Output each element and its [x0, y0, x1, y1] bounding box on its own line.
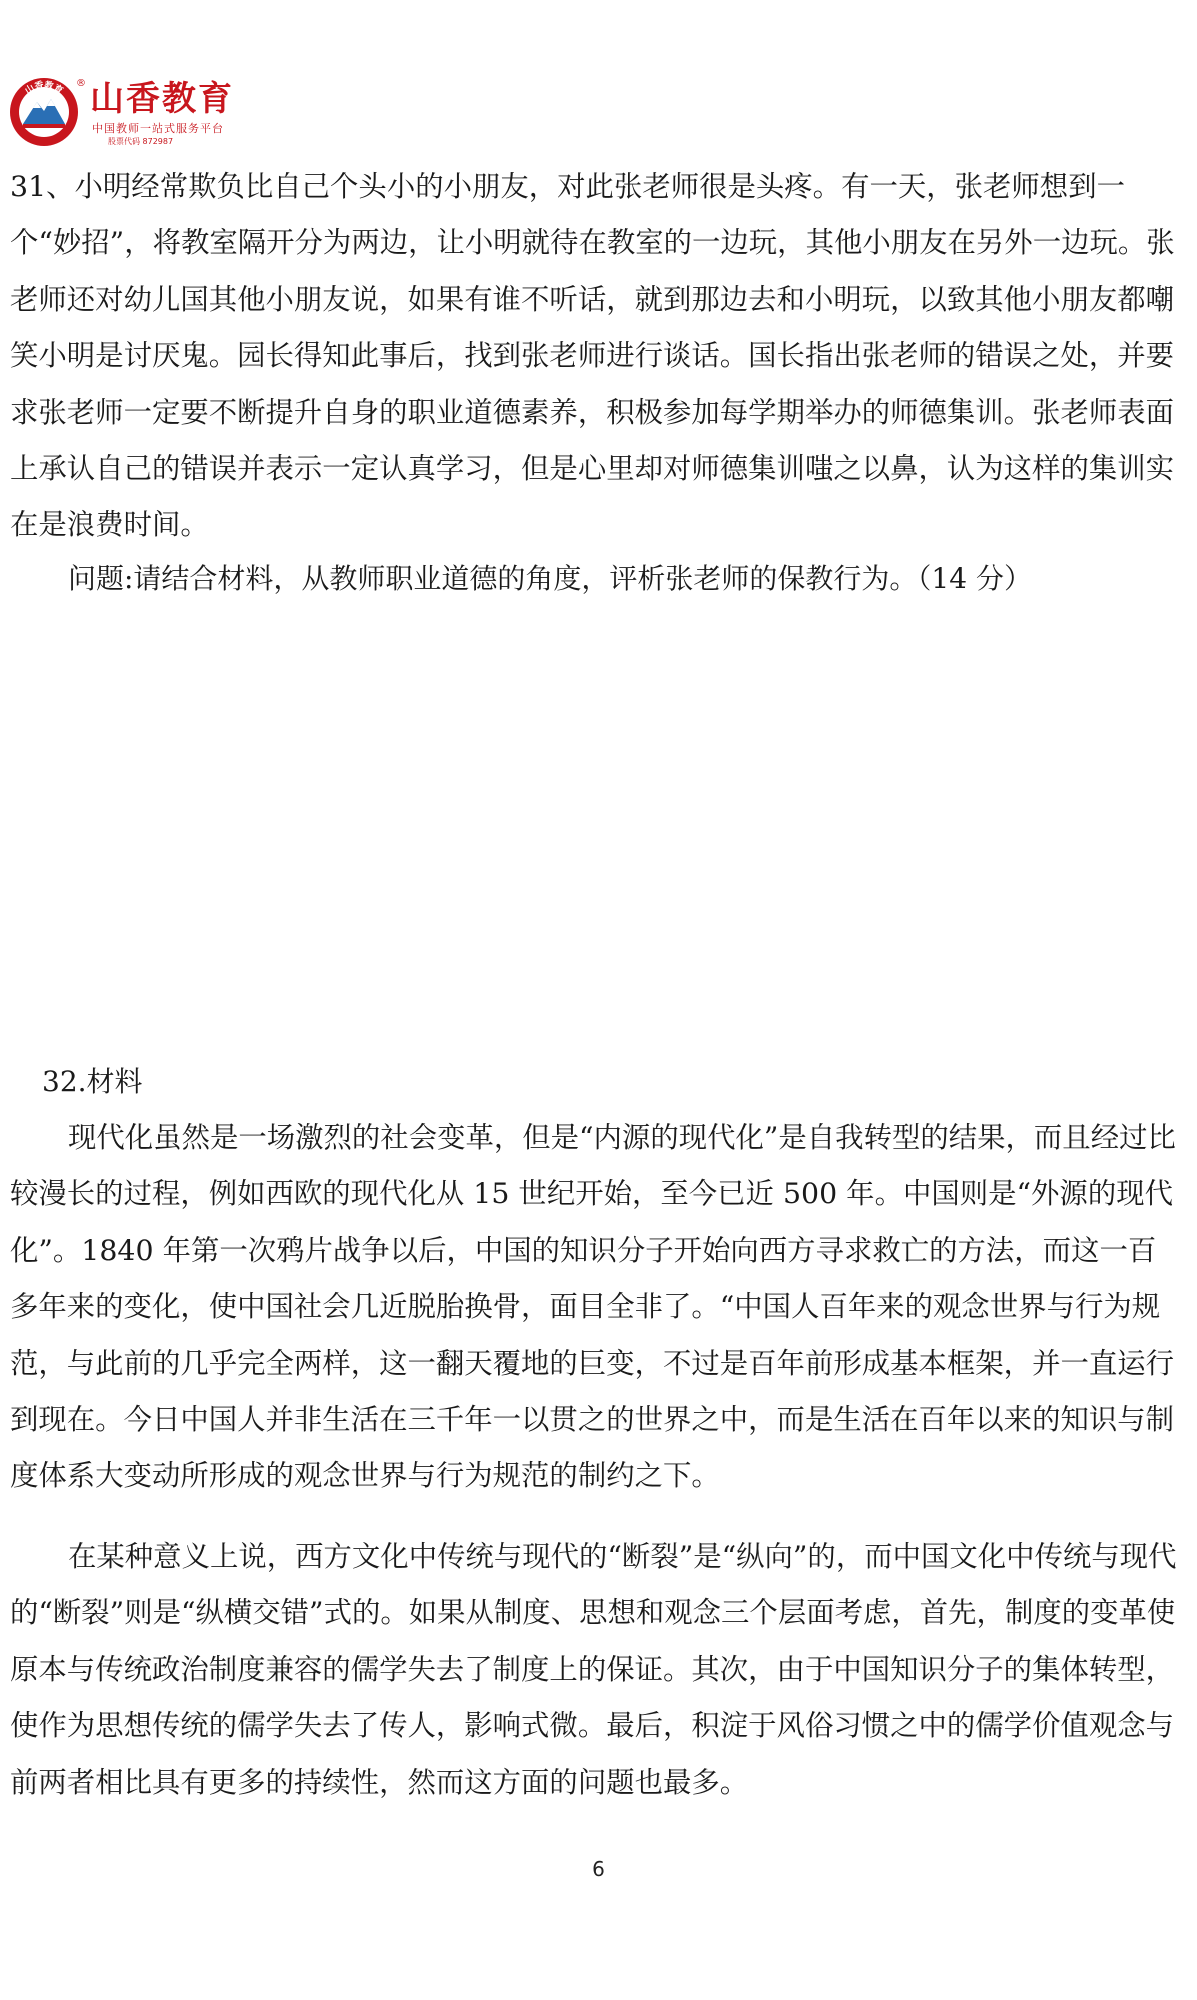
brand-name: 山香教育	[90, 79, 234, 119]
badge-text: 山香教育	[23, 80, 65, 97]
registered-mark: ®	[76, 78, 86, 89]
question-32-heading: 32.材料	[42, 1065, 143, 1098]
question-32-paragraph-2: 在某种意义上说，西方文化中传统与现代的“断裂”是“纵向”的，而中国文化中传统与现代的“断裂”则是“纵横交错”式的。如果从制度、思想和观念三个层面考虑，首先，制度的变革使原本与传统政治制度兼容的儒学失去了制度上的保证。其次，由于中国知识分子的集体转型，使作为思想传统的儒学失去了传人，影响式微。最后，积淀于风俗习惯之中的儒学价值观念与前两者相比具有更多的持续性，然而这方面的问题也最多。	[10, 1540, 1177, 1799]
mountain-badge-icon	[8, 76, 80, 148]
question-32-paragraph-1: 现代化虽然是一场激烈的社会变革，但是“内源的现代化”是自我转型的结果，而且经过比较漫长的过程，例如西欧的现代化从 15 世纪开始，至今已近 500 年。中国则是“外源的现代化”。1840 年第一次鸦片战争以后，中国的知识分子开始向西方寻求救亡的方法，而这一百多年来的变化，使中国社会几近脱胎换骨，面目全非了。“中国人百年来的观念世界与行为规范，与此前的几乎完全两样，这一翻天覆地的巨变，不过是百年前形成基本框架，并一直运行到现在。今日中国人并非生活在三千年一以贯之的世界之中，而是生活在百年以来的知识与制度体系大变动所形成的观念世界与行为规范的制约之下。	[10, 1121, 1176, 1493]
page-number: 6	[592, 1857, 605, 1881]
question-31-body: 31、小明经常欺负比自己个头小的小朋友，对此张老师很是头疼。有一天，张老师想到一个“妙招”，将教室隔开分为两边，让小明就待在教室的一边玩，其他小朋友在另外一边玩。张老师还对幼儿国其他小朋友说，如果有谁不听话，就到那边去和小明玩，以致其他小朋友都嘲笑小明是讨厌鬼。园长得知此事后，找到张老师进行谈话。国长指出张老师的错误之处，并要求张老师一定要不断提升自身的职业道德素养，积极参加每学期举办的师德集训。张老师表面上承认自己的错误并表示一定认真学习，但是心里却对师德集训嗤之以鼻，认为这样的集训实在是浪费时间。	[10, 170, 1175, 542]
question-31-prompt: 问题:请结合材料，从教师职业道德的角度，评析张老师的保教行为。（14 分）	[68, 562, 1032, 595]
brand-slogan: 中国教师一站式服务平台	[92, 122, 224, 135]
brand-logo	[8, 76, 268, 150]
stock-code: 股票代码 872987	[108, 137, 174, 146]
